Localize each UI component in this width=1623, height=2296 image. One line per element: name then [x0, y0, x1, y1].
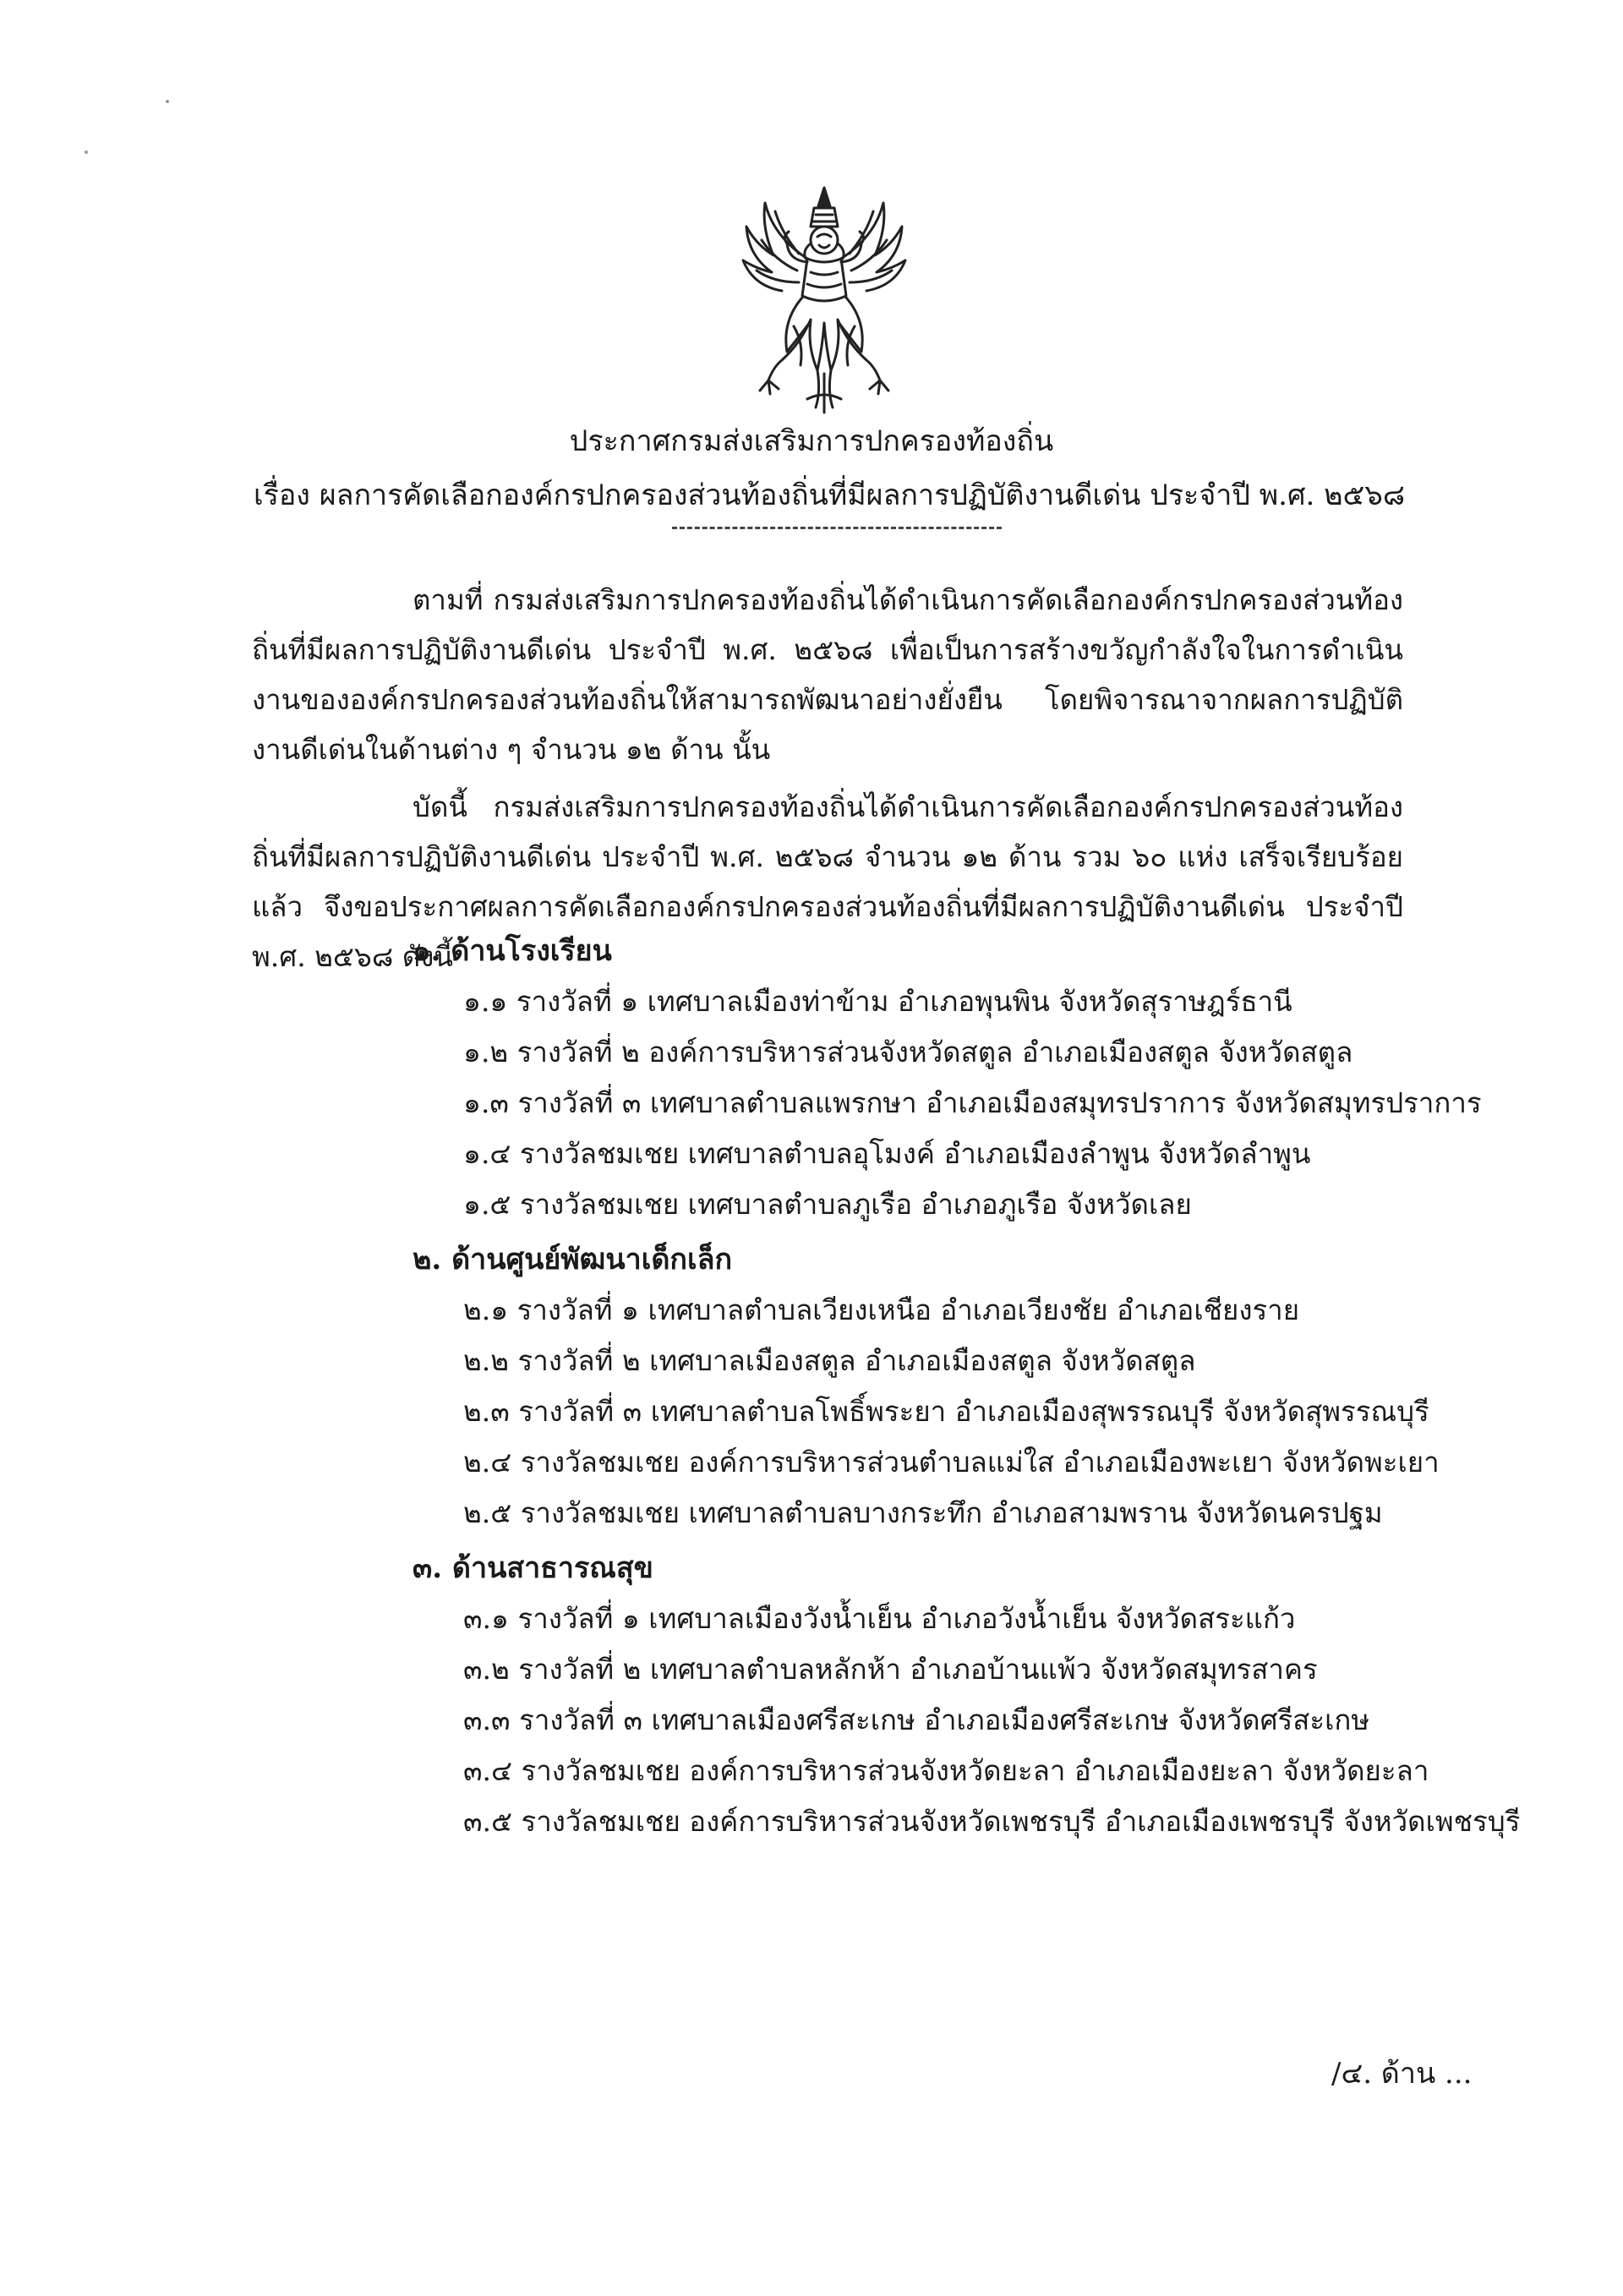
scan-speck	[85, 150, 88, 154]
section-heading-school: ๑. ด้านโรงเรียน	[413, 934, 612, 968]
award-item: ๑.๒ รางวัลที่ ๒ องค์การบริหารส่วนจังหวัดสตูล อำเภอเมืองสตูล จังหวัดสตูล	[463, 1036, 1353, 1069]
award-item: ๑.๓ รางวัลที่ ๓ เทศบาลตำบลแพรกษา อำเภอเมืองสมุทรปราการ จังหวัดสมุทรปราการ	[463, 1086, 1482, 1119]
award-item: ๒.๑ รางวัลที่ ๑ เทศบาลตำบลเวียงเหนือ อำเภอเวียงชัย อำเภอเชียงราย	[463, 1293, 1300, 1326]
award-item: ๑.๔ รางวัลชมเชย เทศบาลตำบลอุโมงค์ อำเภอเมืองลำพูน จังหวัดลำพูน	[463, 1137, 1311, 1170]
award-item: ๒.๓ รางวัลที่ ๓ เทศบาลตำบลโพธิ์พระยา อำเภอเมืองสุพรรณบุรี จังหวัดสุพรรณบุรี	[463, 1395, 1429, 1428]
section-heading-public-health: ๓. ด้านสาธารณสุข	[413, 1551, 653, 1585]
announcement-subject: เรื่อง ผลการคัดเลือกองค์กรปกครองส่วนท้องถิ่นที่มีผลการปฏิบัติงานดีเด่น ประจำปี พ.ศ. ๒๕๖๘	[254, 478, 1406, 512]
award-item: ๓.๔ รางวัลชมเชย องค์การบริหารส่วนจังหวัดยะลา อำเภอเมืองยะลา จังหวัดยะลา	[463, 1754, 1429, 1787]
title-divider	[672, 527, 1002, 529]
award-item: ๓.๑ รางวัลที่ ๑ เทศบาลเมืองวังน้ำเย็น อำเภอวังน้ำเย็น จังหวัดสระแก้ว	[463, 1602, 1296, 1635]
section-heading-child-development: ๒. ด้านศูนย์พัฒนาเด็กเล็ก	[413, 1243, 733, 1276]
award-item: ๓.๕ รางวัลชมเชย องค์การบริหารส่วนจังหวัดเพชรบุรี อำเภอเมืองเพชรบุรี จังหวัดเพชรบุรี	[463, 1805, 1521, 1838]
intro-paragraph	[252, 575, 1403, 774]
intro-paragraph-text: ตามที่ กรมส่งเสริมการปกครองท้องถิ่นได้ดำเนินการคัดเลือกองค์กรปกครองส่วนท้องถิ่นที่มีผลการปฏิบัติงานดีเด่น ประจำปี พ.ศ. ๒๕๖๘ เพื่อเป็นการสร้างขวัญกำลังใจในการดำเนินงานขององค์กรปกครองส่วนท้องถิ่นให้สามารถพัฒนาอย่างยั่งยืน โดยพิจารณาจากผลการปฏิบัติงานดีเด่นในด้านต่าง ๆ จำนวน ๑๒ ด้าน นั้น	[252, 583, 1403, 766]
award-item: ๓.๒ รางวัลที่ ๒ เทศบาลตำบลหลักห้า อำเภอบ้านแพ้ว จังหวัดสมุทรสาคร	[463, 1653, 1318, 1686]
award-item: ๑.๕ รางวัลชมเชย เทศบาลตำบลภูเรือ อำเภอภูเรือ จังหวัดเลย	[463, 1188, 1192, 1221]
scan-speck	[166, 100, 169, 103]
award-item: ๒.๔ รางวัลชมเชย องค์การบริหารส่วนตำบลแม่ใส อำเภอเมืองพะเยา จังหวัดพะเยา	[463, 1446, 1440, 1479]
award-item: ๒.๕ รางวัลชมเชย เทศบาลตำบลบางกระทึก อำเภอสามพราน จังหวัดนครปฐม	[463, 1496, 1383, 1529]
page-continuation: /๔. ด้าน ...	[1331, 2057, 1473, 2091]
result-paragraph-text: บัดนี้ กรมส่งเสริมการปกครองท้องถิ่นได้ดำเนินการคัดเลือกองค์กรปกครองส่วนท้องถิ่นที่มีผลการปฏิบัติงานดีเด่น ประจำปี พ.ศ. ๒๕๖๘ จำนวน ๑๒ ด้าน รวม ๖๐ แห่ง เสร็จเรียบร้อยแล้ว จึงขอประกาศผลการคัดเลือกองค์กรปกครองส่วนท้องถิ่นที่มีผลการปฏิบัติงานดีเด่น ประจำปี พ.ศ. ๒๕๖๘ ดังนี้	[252, 790, 1403, 973]
announcement-title: ประกาศกรมส่งเสริมการปกครองท้องถิ่น	[569, 424, 1054, 458]
award-item: ๓.๓ รางวัลที่ ๓ เทศบาลเมืองศรีสะเกษ อำเภอเมืองศรีสะเกษ จังหวัดศรีสะเกษ	[463, 1703, 1370, 1736]
garuda-emblem-icon	[723, 178, 926, 423]
award-item: ๒.๒ รางวัลที่ ๒ เทศบาลเมืองสตูล อำเภอเมืองสตูล จังหวัดสตูล	[463, 1344, 1196, 1377]
award-item: ๑.๑ รางวัลที่ ๑ เทศบาลเมืองท่าข้าม อำเภอพุนพิน จังหวัดสุราษฎร์ธานี	[463, 985, 1292, 1018]
